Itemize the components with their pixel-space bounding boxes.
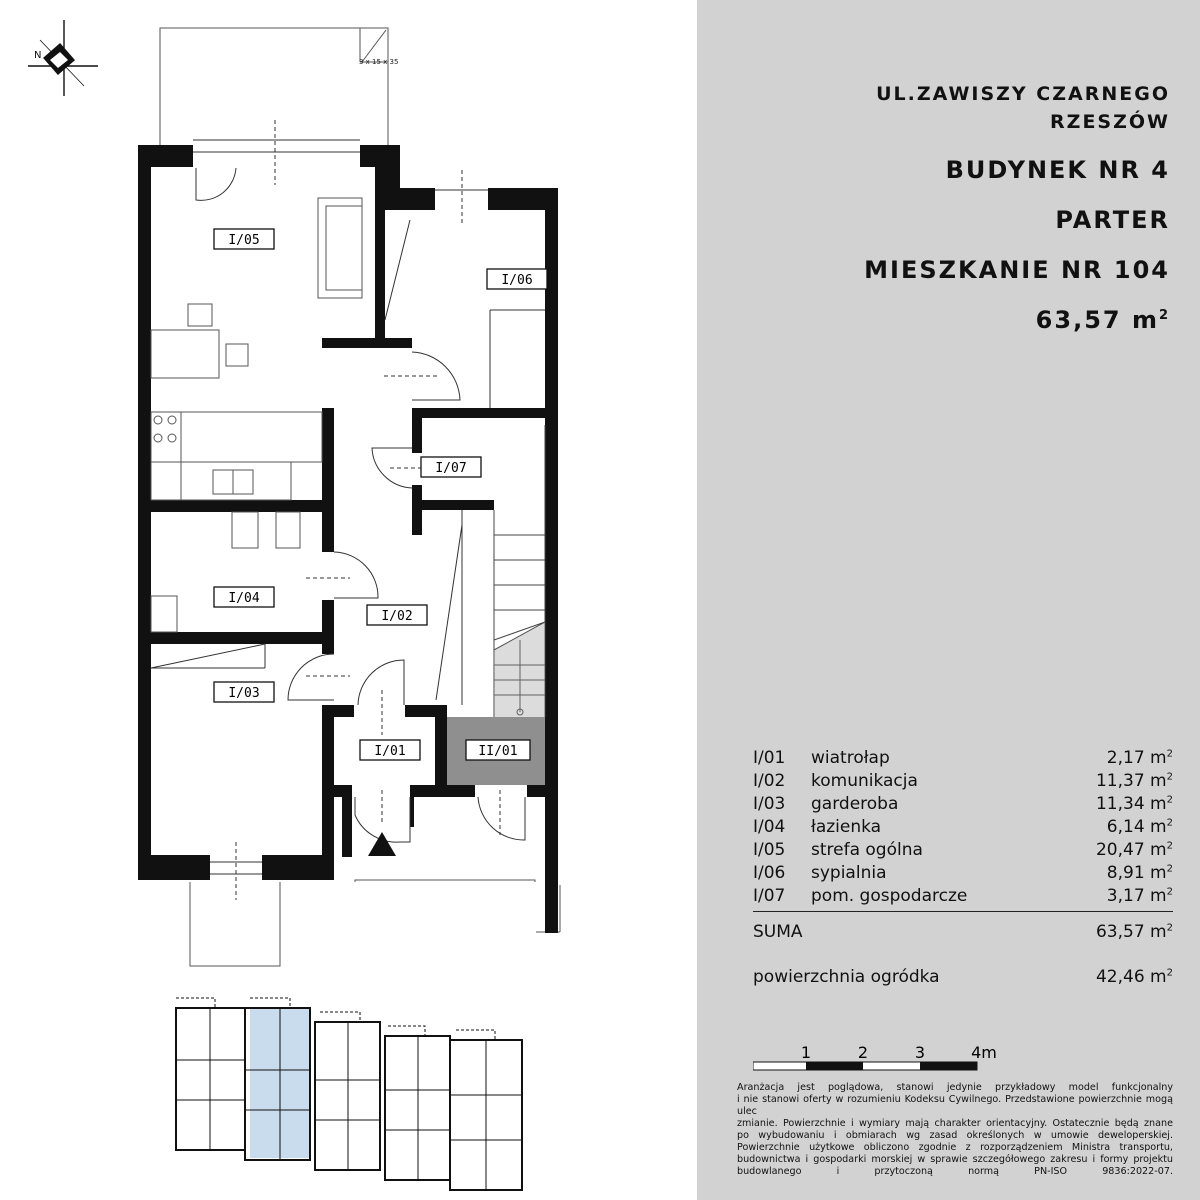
- room-label: I/04: [228, 591, 260, 606]
- compass-icon: [28, 20, 98, 96]
- room-row: [753, 886, 1173, 909]
- room-code: I/06: [753, 863, 786, 883]
- room-code: I/05: [753, 840, 786, 860]
- disclaimer-line: budowlanego i przytoczoną normą PN-ISO 9836:2022-07.: [737, 1166, 1173, 1177]
- room-code: I/03: [753, 794, 786, 814]
- room-name: łazienka: [811, 817, 882, 837]
- site-key-plan: [176, 998, 522, 1190]
- stair-dimension-label: 3 x 15 x 35: [359, 58, 399, 66]
- room-code: I/02: [753, 771, 786, 791]
- room-area: 11,34 $m^2$: [1095, 794, 1173, 814]
- room-label: I/03: [228, 686, 260, 701]
- scale-tick-label: 3: [914, 1043, 926, 1062]
- scale-tick-label: 2: [857, 1043, 869, 1062]
- room-code: I/01: [753, 748, 786, 768]
- room-code: I/07: [753, 886, 786, 906]
- apartment-number: MIESZKANIE NR 104: [864, 256, 1170, 284]
- room-label: I/02: [381, 609, 413, 624]
- room-name: komunikacja: [811, 771, 918, 791]
- room-label: I/01: [374, 744, 406, 759]
- room-area: 2,17 $m^2$: [1106, 748, 1173, 768]
- room-area: 3,17 $m^2$: [1106, 886, 1173, 906]
- room-name: pom. gospodarcze: [811, 886, 968, 906]
- room-area: 20,47 $m^2$: [1095, 840, 1173, 860]
- disclaimer-line: po wybudowaniu i obmiarach wg zasad określonych w umowie deweloperskiej.: [737, 1130, 1173, 1141]
- room-area: 11,37 $m^2$: [1095, 771, 1173, 791]
- disclaimer-text: [737, 1082, 1173, 1178]
- room-row: [753, 840, 1173, 863]
- disclaimer-line: i nie stanowi oferty w rozumieniu Kodeksu Cywilnego. Przedstawione powierzchnie mogą ulec: [737, 1094, 1173, 1117]
- apartment-area: [1036, 306, 1170, 334]
- room-code: I/04: [753, 817, 786, 837]
- scale-tick-label: 4m: [971, 1043, 997, 1062]
- building-number: BUDYNEK NR 4: [945, 156, 1170, 184]
- room-list: [753, 748, 1173, 909]
- compass-north-label: N: [34, 50, 42, 61]
- room-name: sypialnia: [811, 863, 887, 883]
- room-row: [753, 817, 1173, 840]
- garden-label: powierzchnia ogródka: [753, 967, 940, 987]
- area-unit-exponent: 2: [1158, 308, 1170, 323]
- room-name: strefa ogólna: [811, 840, 923, 860]
- disclaimer-line: Powierzchnie użytkowe obliczono zgodnie z rozporządzeniem Ministra transportu,: [737, 1142, 1173, 1153]
- disclaimer-line: budownictwa i gospodarki morskiej w sprawie szczegółowego zakresu i formy projektu: [737, 1154, 1173, 1165]
- city-name: RZESZÓW: [1050, 111, 1170, 133]
- room-row: [753, 794, 1173, 817]
- disclaimer-line: zmianie. Powierzchnie i wymiary mają charakter orientacyjny. Ostatecznie będą znane: [737, 1118, 1173, 1129]
- garden-value: 42,46 $m^2$: [1095, 967, 1173, 987]
- room-row: [753, 771, 1173, 794]
- street-address: UL.ZAWISZY CZARNEGO: [876, 83, 1170, 105]
- scale-bar: [753, 1040, 1003, 1080]
- walls: [138, 145, 558, 933]
- sum-label: SUMA: [753, 922, 803, 942]
- disclaimer-line: Aranżacja jest poglądowa, stanowi jedynie przykładowy model funkcjonalny: [737, 1082, 1173, 1093]
- apartment-area-value: 63,57 m: [1035, 306, 1159, 334]
- room-label: I/06: [501, 273, 533, 288]
- room-area: 8,91 $m^2$: [1106, 863, 1173, 883]
- room-name: garderoba: [811, 794, 899, 814]
- room-label: II/01: [478, 744, 518, 759]
- info-panel: [697, 0, 1200, 1200]
- room-area: 6,14 $m^2$: [1106, 817, 1173, 837]
- room-row: [753, 748, 1173, 771]
- room-name: wiatrołap: [811, 748, 890, 768]
- sum-divider: [753, 911, 1173, 912]
- room-label: I/07: [435, 461, 467, 476]
- sum-value: 63,57 $m^2$: [1095, 922, 1173, 942]
- room-label: I/05: [228, 233, 260, 248]
- scale-tick-label: 1: [800, 1043, 812, 1062]
- room-row: [753, 863, 1173, 886]
- floor-name: PARTER: [1055, 206, 1170, 234]
